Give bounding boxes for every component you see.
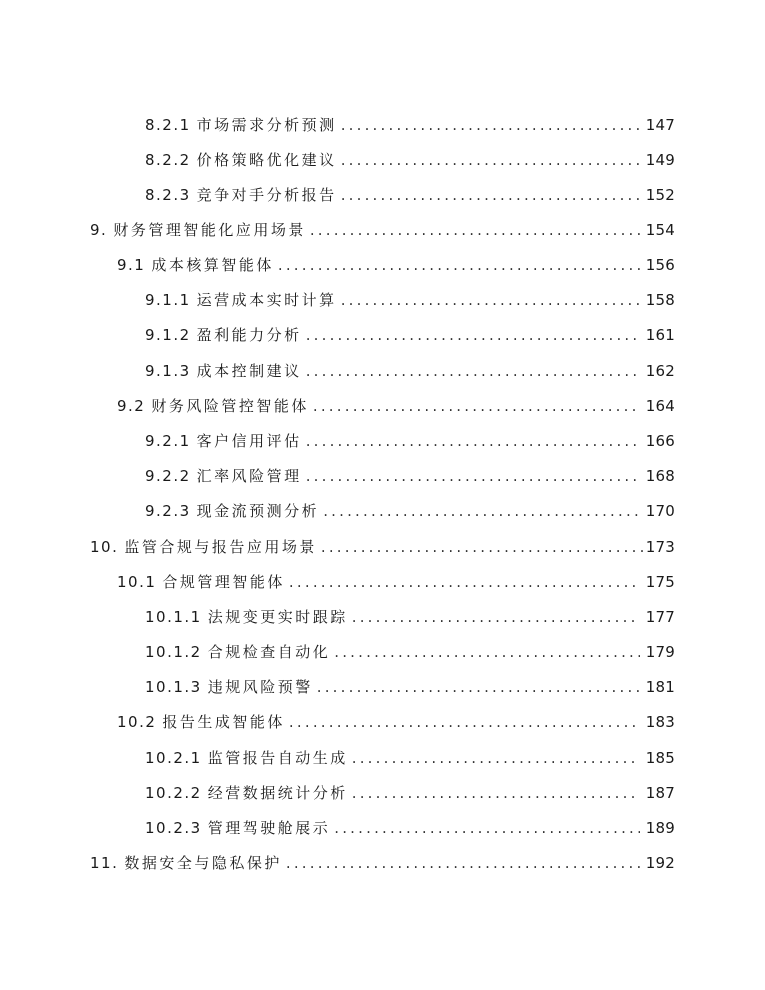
toc-entry-page-number: 164 <box>645 397 675 415</box>
toc-entry-title: 管理驾驶舱展示 <box>207 819 331 837</box>
toc-entry-11[interactable] <box>90 850 675 876</box>
toc-entry-8-2-3[interactable] <box>145 182 675 208</box>
toc-entry-title: 市场需求分析预测 <box>196 116 337 134</box>
toc-entry-page-number: 185 <box>645 749 675 767</box>
dot-leader <box>352 604 640 630</box>
toc-entry-page-number: 147 <box>645 116 675 134</box>
toc-entry-title: 价格策略优化建议 <box>196 151 337 169</box>
toc-entry-title: 成本核算智能体 <box>151 256 274 274</box>
dot-leader <box>341 287 640 313</box>
toc-entry-number: 10.1 <box>117 573 157 591</box>
toc-entry-8-2-2[interactable] <box>145 147 675 173</box>
toc-entry-9-1-1[interactable] <box>145 287 675 313</box>
toc-entry-page-number: 156 <box>645 256 675 274</box>
dot-leader <box>289 709 640 735</box>
dot-leader <box>310 217 644 243</box>
toc-entry-page-number: 175 <box>645 573 675 591</box>
toc-entry-9-2-3[interactable] <box>145 498 675 524</box>
toc-entry-number: 9.2 <box>117 397 146 415</box>
toc-entry-10-2-3[interactable] <box>145 815 675 841</box>
dot-leader <box>306 428 640 454</box>
toc-entry-title: 法规变更实时跟踪 <box>207 608 348 626</box>
toc-entry-10-2-2[interactable] <box>145 780 675 806</box>
toc-entry-page-number: 166 <box>645 432 675 450</box>
toc-entry-9-1[interactable] <box>117 252 675 278</box>
toc-entry-number: 9.1.3 <box>145 362 191 380</box>
toc-entry-9-2-2[interactable] <box>145 463 675 489</box>
toc-entry-title: 现金流预测分析 <box>196 502 320 520</box>
toc-entry-page-number: 152 <box>645 186 675 204</box>
toc-entry-number: 9.2.1 <box>145 432 191 450</box>
toc-entry-number: 9.2.2 <box>145 467 191 485</box>
toc-entry-title: 竞争对手分析报告 <box>196 186 337 204</box>
toc-entry-page-number: 162 <box>645 362 675 380</box>
toc-entry-page-number: 179 <box>645 643 675 661</box>
toc-entry-title: 违规风险预警 <box>207 678 313 696</box>
toc-entry-title: 监管合规与报告应用场景 <box>124 538 317 556</box>
toc-entry-number: 9.2.3 <box>145 502 191 520</box>
toc-entry-number: 11. <box>90 854 119 872</box>
toc-entry-title: 盈利能力分析 <box>196 326 302 344</box>
toc-entry-8-2-1[interactable] <box>145 112 675 138</box>
toc-entry-title: 数据安全与隐私保护 <box>124 854 282 872</box>
toc-entry-page-number: 173 <box>645 538 675 556</box>
dot-leader <box>352 745 640 771</box>
toc-entry-page-number: 181 <box>645 678 675 696</box>
toc-entry-number: 10.2.1 <box>145 749 202 767</box>
toc-entry-number: 9.1.1 <box>145 291 191 309</box>
toc-entry-page-number: 192 <box>645 854 675 872</box>
toc-entry-title: 合规管理智能体 <box>162 573 285 591</box>
dot-leader <box>317 674 640 700</box>
dot-leader <box>321 534 644 560</box>
dot-leader <box>313 393 640 419</box>
toc-entry-9[interactable] <box>90 217 675 243</box>
toc-entry-title: 客户信用评估 <box>196 432 302 450</box>
toc-entry-page-number: 161 <box>645 326 675 344</box>
toc-entry-title: 成本控制建议 <box>196 362 302 380</box>
toc-entry-number: 10.2 <box>117 713 157 731</box>
toc-entry-10-1[interactable] <box>117 569 675 595</box>
toc-entry-title: 汇率风险管理 <box>196 467 302 485</box>
toc-entry-number: 10.1.3 <box>145 678 202 696</box>
toc-entry-title: 财务风险管控智能体 <box>151 397 309 415</box>
toc-entry-title: 报告生成智能体 <box>162 713 285 731</box>
toc-entry-10-1-3[interactable] <box>145 674 675 700</box>
toc-entry-number: 9.1 <box>117 256 146 274</box>
toc-entry-number: 8.2.1 <box>145 116 191 134</box>
dot-leader <box>306 358 640 384</box>
toc-entry-number: 8.2.3 <box>145 186 191 204</box>
dot-leader <box>352 780 640 806</box>
toc-entry-number: 10.1.1 <box>145 608 202 626</box>
toc-entry-title: 监管报告自动生成 <box>207 749 348 767</box>
toc-entry-number: 10. <box>90 538 119 556</box>
toc-entry-10-2[interactable] <box>117 709 675 735</box>
toc-entry-page-number: 154 <box>645 221 675 239</box>
toc-entry-page-number: 189 <box>645 819 675 837</box>
toc-entry-number: 8.2.2 <box>145 151 191 169</box>
dot-leader <box>286 850 644 876</box>
dot-leader <box>341 112 640 138</box>
toc-entry-number: 10.1.2 <box>145 643 202 661</box>
toc-entry-page-number: 183 <box>645 713 675 731</box>
toc-entry-9-1-2[interactable] <box>145 322 675 348</box>
toc-entry-page-number: 187 <box>645 784 675 802</box>
toc-entry-title: 合规检查自动化 <box>207 643 331 661</box>
toc-entry-number: 9. <box>90 221 108 239</box>
toc-entry-title: 运营成本实时计算 <box>196 291 337 309</box>
toc-entry-9-1-3[interactable] <box>145 358 675 384</box>
toc-entry-10-1-1[interactable] <box>145 604 675 630</box>
dot-leader <box>341 147 640 173</box>
toc-entry-page-number: 158 <box>645 291 675 309</box>
dot-leader <box>306 322 640 348</box>
toc-entry-number: 10.2.3 <box>145 819 202 837</box>
toc-entry-page-number: 168 <box>645 467 675 485</box>
toc-entry-page-number: 177 <box>645 608 675 626</box>
toc-entry-title: 财务管理智能化应用场景 <box>113 221 306 239</box>
dot-leader <box>341 182 640 208</box>
toc-entry-number: 10.2.2 <box>145 784 202 802</box>
toc-entry-page-number: 149 <box>645 151 675 169</box>
toc-entry-9-2-1[interactable] <box>145 428 675 454</box>
dot-leader <box>278 252 640 278</box>
toc-entry-title: 经营数据统计分析 <box>207 784 348 802</box>
toc-entry-10-2-1[interactable] <box>145 745 675 771</box>
toc-entry-number: 9.1.2 <box>145 326 191 344</box>
dot-leader <box>334 815 640 841</box>
dot-leader <box>323 498 640 524</box>
dot-leader <box>306 463 640 489</box>
dot-leader <box>334 639 640 665</box>
toc-entry-9-2[interactable] <box>117 393 675 419</box>
toc-entry-page-number: 170 <box>645 502 675 520</box>
dot-leader <box>289 569 640 595</box>
toc-entry-10[interactable] <box>90 534 675 560</box>
toc-entry-10-1-2[interactable] <box>145 639 675 665</box>
